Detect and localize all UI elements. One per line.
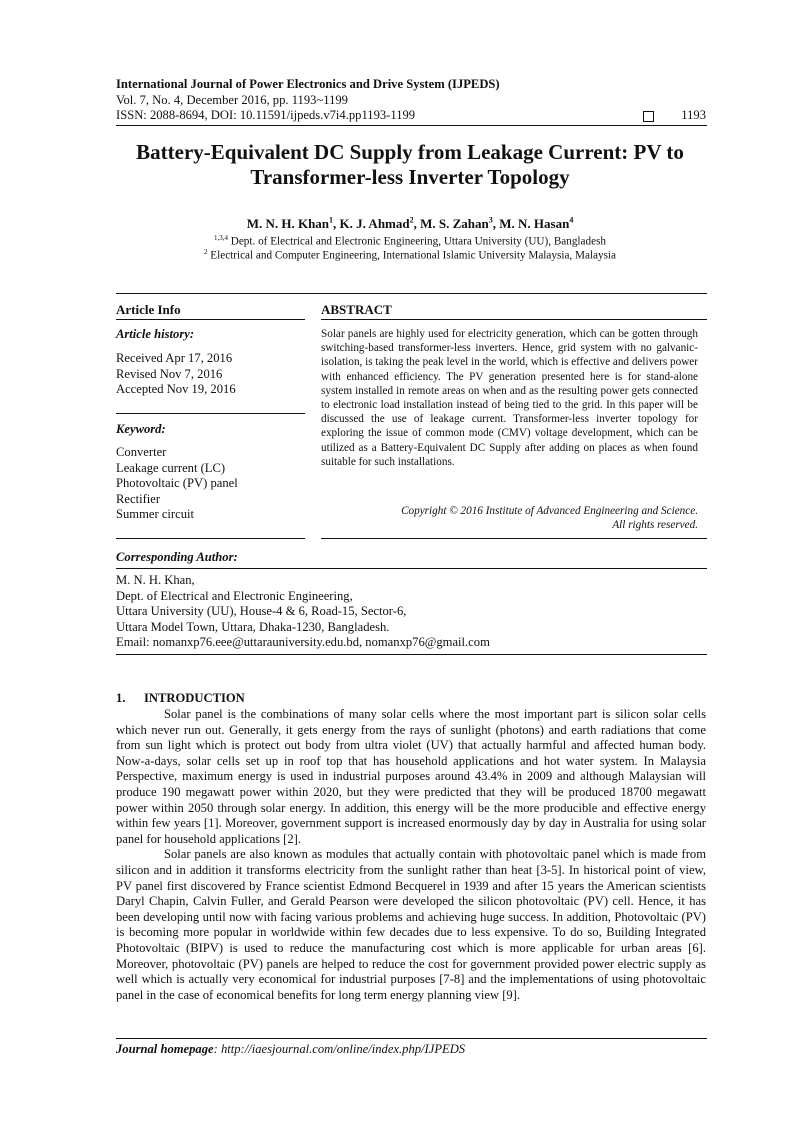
header-rule	[116, 125, 707, 126]
title-line-1: Battery-Equivalent DC Supply from Leakage Current: PV to	[136, 140, 684, 164]
journal-homepage: Journal homepage: http://iaesjournal.com/online/index.php/IJPEDS	[116, 1042, 466, 1056]
section-number: 1.	[116, 691, 126, 705]
journal-name: International Journal of Power Electronics and Drive System (IJPEDS)	[116, 77, 500, 91]
corr-dept: Dept. of Electrical and Electronic Engineering,	[116, 588, 353, 603]
abstract-heading: ABSTRACT	[321, 302, 392, 317]
corresponding-heading: Corresponding Author:	[116, 550, 238, 564]
keyword-list	[116, 445, 238, 523]
introduction-body	[116, 707, 706, 1003]
keyword: Converter	[116, 445, 167, 459]
copyright-notice: Copyright © 2016 Institute of Advanced Engineering and Science. All rights reserved.	[401, 505, 698, 531]
corresponding-rule	[116, 568, 707, 569]
abstract-rule	[321, 319, 707, 320]
keyword: Photovoltaic (PV) panel	[116, 476, 238, 490]
history-accepted: Accepted Nov 19, 2016	[116, 382, 236, 396]
history-heading: Article history:	[116, 327, 195, 341]
keyword-heading: Keyword:	[116, 422, 166, 436]
info-top-rule	[116, 293, 707, 294]
keyword: Leakage current (LC)	[116, 460, 226, 475]
history-received: Received Apr 17, 2016	[116, 351, 233, 365]
page-number: 1193	[681, 108, 706, 122]
paragraph: Solar panel is the combinations of many solar cells where the most important part is silicon solar cells which never run out. Generally, it gets energy from the rays of sunlight (photons) and earth radiations that come from sun light which is protect out body from ultra violet (UV) that actually harmful and affected human body. Now-a-days, solar cells set up in roof top that has household applications and hot water system. In Malaysia Perspective, maximum energy is used in industrial purposes around 43.4% in 2009 and although Malaysian will produce 190 megawatt power within 2020, but they were predicted that they will be produced 18700 megawatt power within 2050 through solar energy. In addition, this energy will be the more producible and effective energy within few years [1]. Moreover, government support is increased enormously day by day in Australia for using solar panel for household applications [2].	[116, 707, 706, 846]
square-bullet-icon	[643, 111, 654, 122]
corr-address-1: Uttara University (UU), House-4 & 6, Road-15, Sector-6,	[116, 604, 407, 618]
corr-name: M. N. H. Khan,	[116, 573, 195, 587]
paper-title	[100, 140, 720, 190]
issn-line: ISSN: 2088-8694, DOI: 10.11591/ijpeds.v7i4.pp1193-1199	[116, 108, 416, 122]
issn-row	[116, 108, 706, 124]
abstract-text: Solar panels are highly used for electricity generation, which can be gotten through switching-based transformer-less inverters. Hence, grid system with no galvanic-isolation, is taking the peak level in the world, which is effective and delivers power with enhanced efficiency. The PV generation presented here is for stand-alone system installed in remote areas on when and as the resulting power gets connected to electronic load installation instead of being tied to the grid. In this paper will be discussed the use of leakage current. Transformer-less inverter topology for exploring the issue of common mode (CMV) voltage development, which can be utilized as a Battery-Equivalent DC Supply after adding on places as when found suitable for such installations.	[321, 328, 698, 468]
author: M. N. Hasan$^4$	[499, 216, 574, 232]
volume-line: Vol. 7, No. 4, December 2016, pp. 1193~1199	[116, 92, 348, 107]
author: K. J. Ahmad$^2$,	[339, 216, 421, 232]
corresponding-details	[116, 573, 706, 651]
corr-email: Email: nomanxp76.eee@uttarauniversity.edu.bd, nomanxp76@gmail.com	[116, 635, 490, 649]
info-rule	[116, 319, 305, 320]
info-end-rule	[116, 654, 707, 655]
homepage-label: Journal homepage	[116, 1042, 214, 1056]
section-heading	[116, 691, 245, 706]
corr-address-2: Uttara Model Town, Uttara, Dhaka-1230, Bangladesh.	[116, 619, 390, 634]
info-bottom-rule	[116, 538, 305, 539]
author: M. S. Zahan$^3$,	[420, 216, 500, 232]
author-list	[100, 216, 720, 232]
affiliation-1: $^{1,3,4}$ Dept. of Electrical and Electronic Engineering, Uttara University (UU), Bangladesh	[213, 234, 607, 248]
section-title: INTRODUCTION	[144, 691, 245, 705]
abstract-bottom-rule	[321, 538, 707, 539]
keyword: Rectifier	[116, 491, 161, 506]
title-line-2: Transformer-less Inverter Topology	[250, 165, 570, 189]
journal-header	[116, 77, 706, 124]
history-revised: Revised Nov 7, 2016	[116, 366, 223, 381]
history-rule	[116, 413, 305, 414]
paragraph: Solar panels are also known as modules that actually contain with photovoltaic panel which is made from silicon and in addition it transforms electricity from the sunlight rather than heat [3-5]. In historical point of view, PV panel first discovered by France scientist Edmond Becquerel in 1939 and after 15 years the American scientists Daryl Chapin, Calvin Fuller, and Gerald Pearson were developed the silicon photovoltaic (PV) cell. Hence, it has been developing until now with facing various problems and achieving huge success. In addition, Photovoltaic (PV) is becoming more popular in worldwide within few decades due to less expensive. To do so, Building Integrated Photovoltaic (BIPV) is used to reduce the manufacturing cost which is more applicable for urban areas [6]. Moreover, photovoltaic (PV) panels are helped to reduce the cost for government provided power electric supply as well which is actually very economical for industrial purposes [7-8] and the implementations of using photovoltaic panel in the case of economical benefits for long term energy planning view [9].	[116, 847, 706, 1002]
history-list	[116, 351, 236, 398]
author: M. N. H. Khan$^1$,	[246, 216, 340, 232]
article-info-heading: Article Info	[116, 302, 181, 317]
affiliation-2: $^2$ Electrical and Computer Engineering, International Islamic University Malaysia, Malaysia	[203, 248, 617, 262]
homepage-link[interactable]: http://iaesjournal.com/online/index.php/IJPEDS	[220, 1042, 466, 1056]
keyword: Summer circuit	[116, 507, 194, 521]
footer-rule	[116, 1038, 707, 1039]
